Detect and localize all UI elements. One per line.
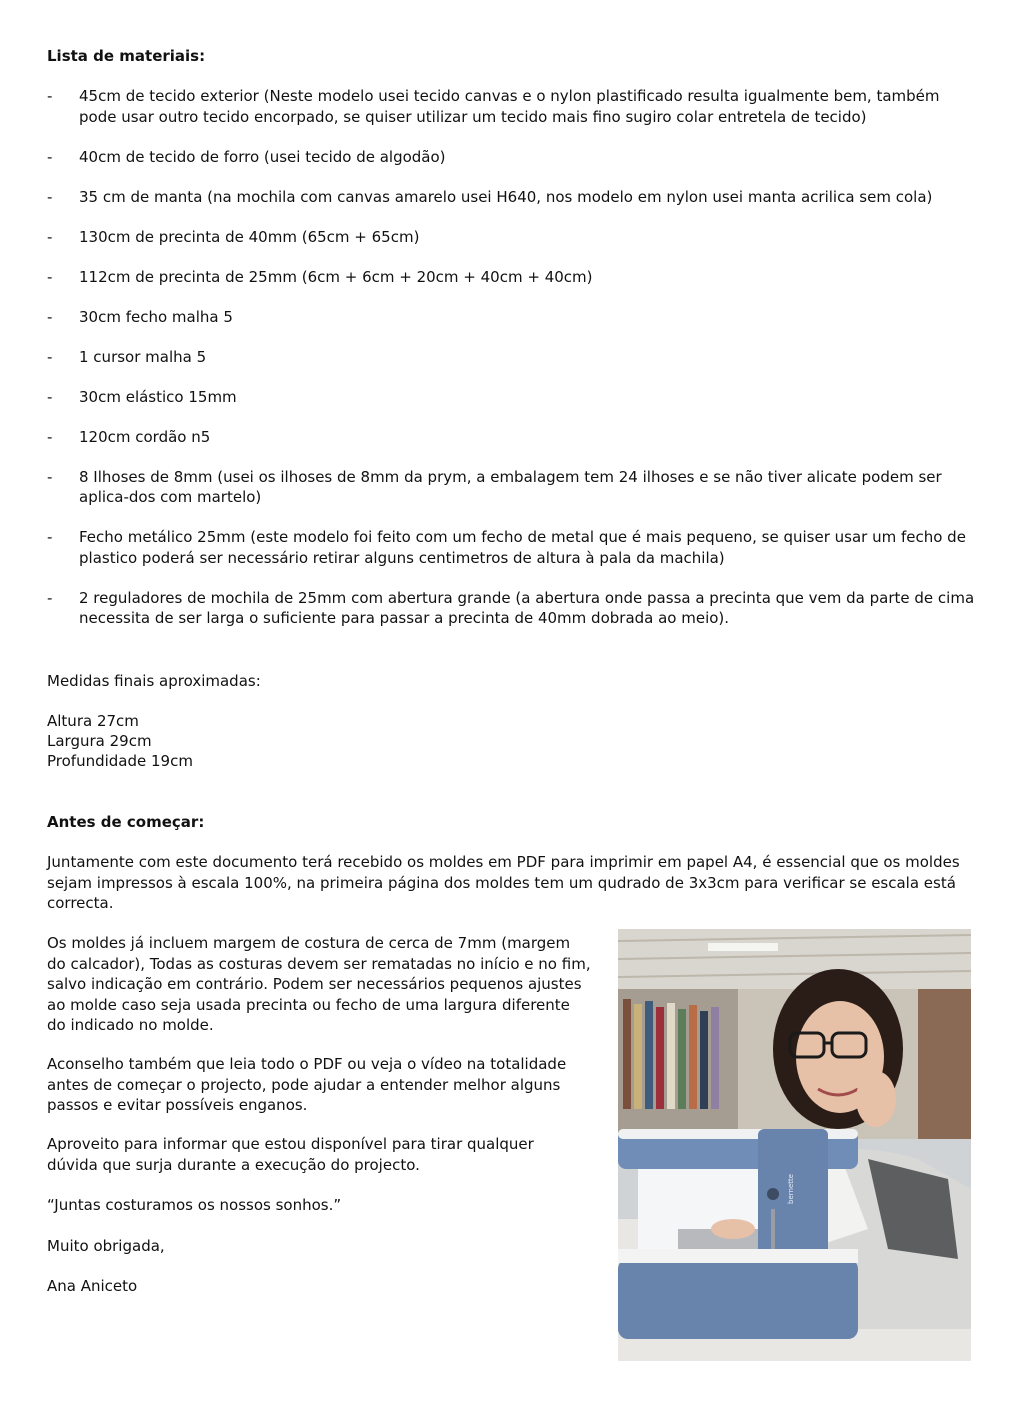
thanks-line: Muito obrigada, [47,1237,165,1255]
list-item: - 30cm elástico 15mm [47,387,237,406]
list-item: - 8 Ilhoses de 8mm (usei os ilhoses de 8mm da prym, a embalagem tem 24 ilhoses e se não tiver alicate podem ser aplica-dos com martelo) [47,467,942,506]
measure-width: Largura 29cm [47,732,152,750]
intro-paragraph: Juntamente com este documento terá recebido os moldes em PDF para imprimir em papel A4, é essencial que os moldes sejam impressos à escala 100%, na primeira página dos moldes tem um qudrado de 3x3cm para verificar se escala está correcta. [47,853,960,912]
machine-brand-label: bernette [787,1173,795,1204]
materials-list [47,86,977,648]
list-item: - Fecho metálico 25mm (este modelo foi feito com um fecho de metal que é mais pequeno, se quiser usar um fecho de plastico poderá ser necessário retirar alguns centimetros de altura à pala da machila) [47,528,966,567]
materials-heading: Lista de materiais: [47,47,206,65]
author-photo [618,929,971,1361]
list-item: - 40cm de tecido de forro (usei tecido de algodão) [47,147,446,166]
measure-height: Altura 27cm [47,712,139,730]
measure-depth: Profundidade 19cm [47,752,193,770]
author-signature: Ana Aniceto [47,1277,138,1295]
list-item: - 120cm cordão n5 [47,427,211,446]
list-item: - 112cm de precinta de 25mm (6cm + 6cm + 20cm + 40cm + 40cm) [47,267,593,286]
seam-allowance-paragraph: Os moldes já incluem margem de costura de cerca de 7mm (margem do calcador), Todas as costuras devem ser rematadas no início e no fim, salvo indicação em contrário. Podem ser necessários pequenos ajustes ao molde caso seja usada precinta ou fecho de uma largura diferente do indicado no molde. [47,934,591,1034]
list-item: - 30cm fecho malha 5 [47,307,233,326]
advice-paragraph: Aconselho também que leia todo o PDF ou veja o vídeo na totalidade antes de começar o projecto, pode ajudar a entender melhor alguns passos e evitar possíveis enganos. [47,1055,567,1114]
list-item: - 35 cm de manta (na mochila com canvas amarelo usei H640, nos modelo em nylon usei manta acrilica sem cola) [47,187,933,206]
list-item: - 2 reguladores de mochila de 25mm com abertura grande (a abertura onde passa a precinta que vem da parte de cima necessita de ser larga o suficiente para passar a precinta de 40mm dobrada ao meio). [47,588,975,627]
quote: “Juntas costuramos os nossos sonhos.” [47,1196,342,1214]
list-item: - 1 cursor malha 5 [47,347,207,366]
before-heading: Antes de começar: [47,813,205,831]
list-item: - 130cm de precinta de 40mm (65cm + 65cm) [47,227,420,246]
availability-paragraph: Aproveito para informar que estou disponível para tirar qualquer dúvida que surja durante a execução do projecto. [47,1135,534,1174]
list-item: - 45cm de tecido exterior (Neste modelo usei tecido canvas e o nylon plastificado resulta igualmente bem, também pode usar outro tecido encorpado, se quiser utilizar um tecido mais fino sugiro colar entretela de tecido) [47,87,940,126]
measures-title: Medidas finais aproximadas: [47,672,261,690]
